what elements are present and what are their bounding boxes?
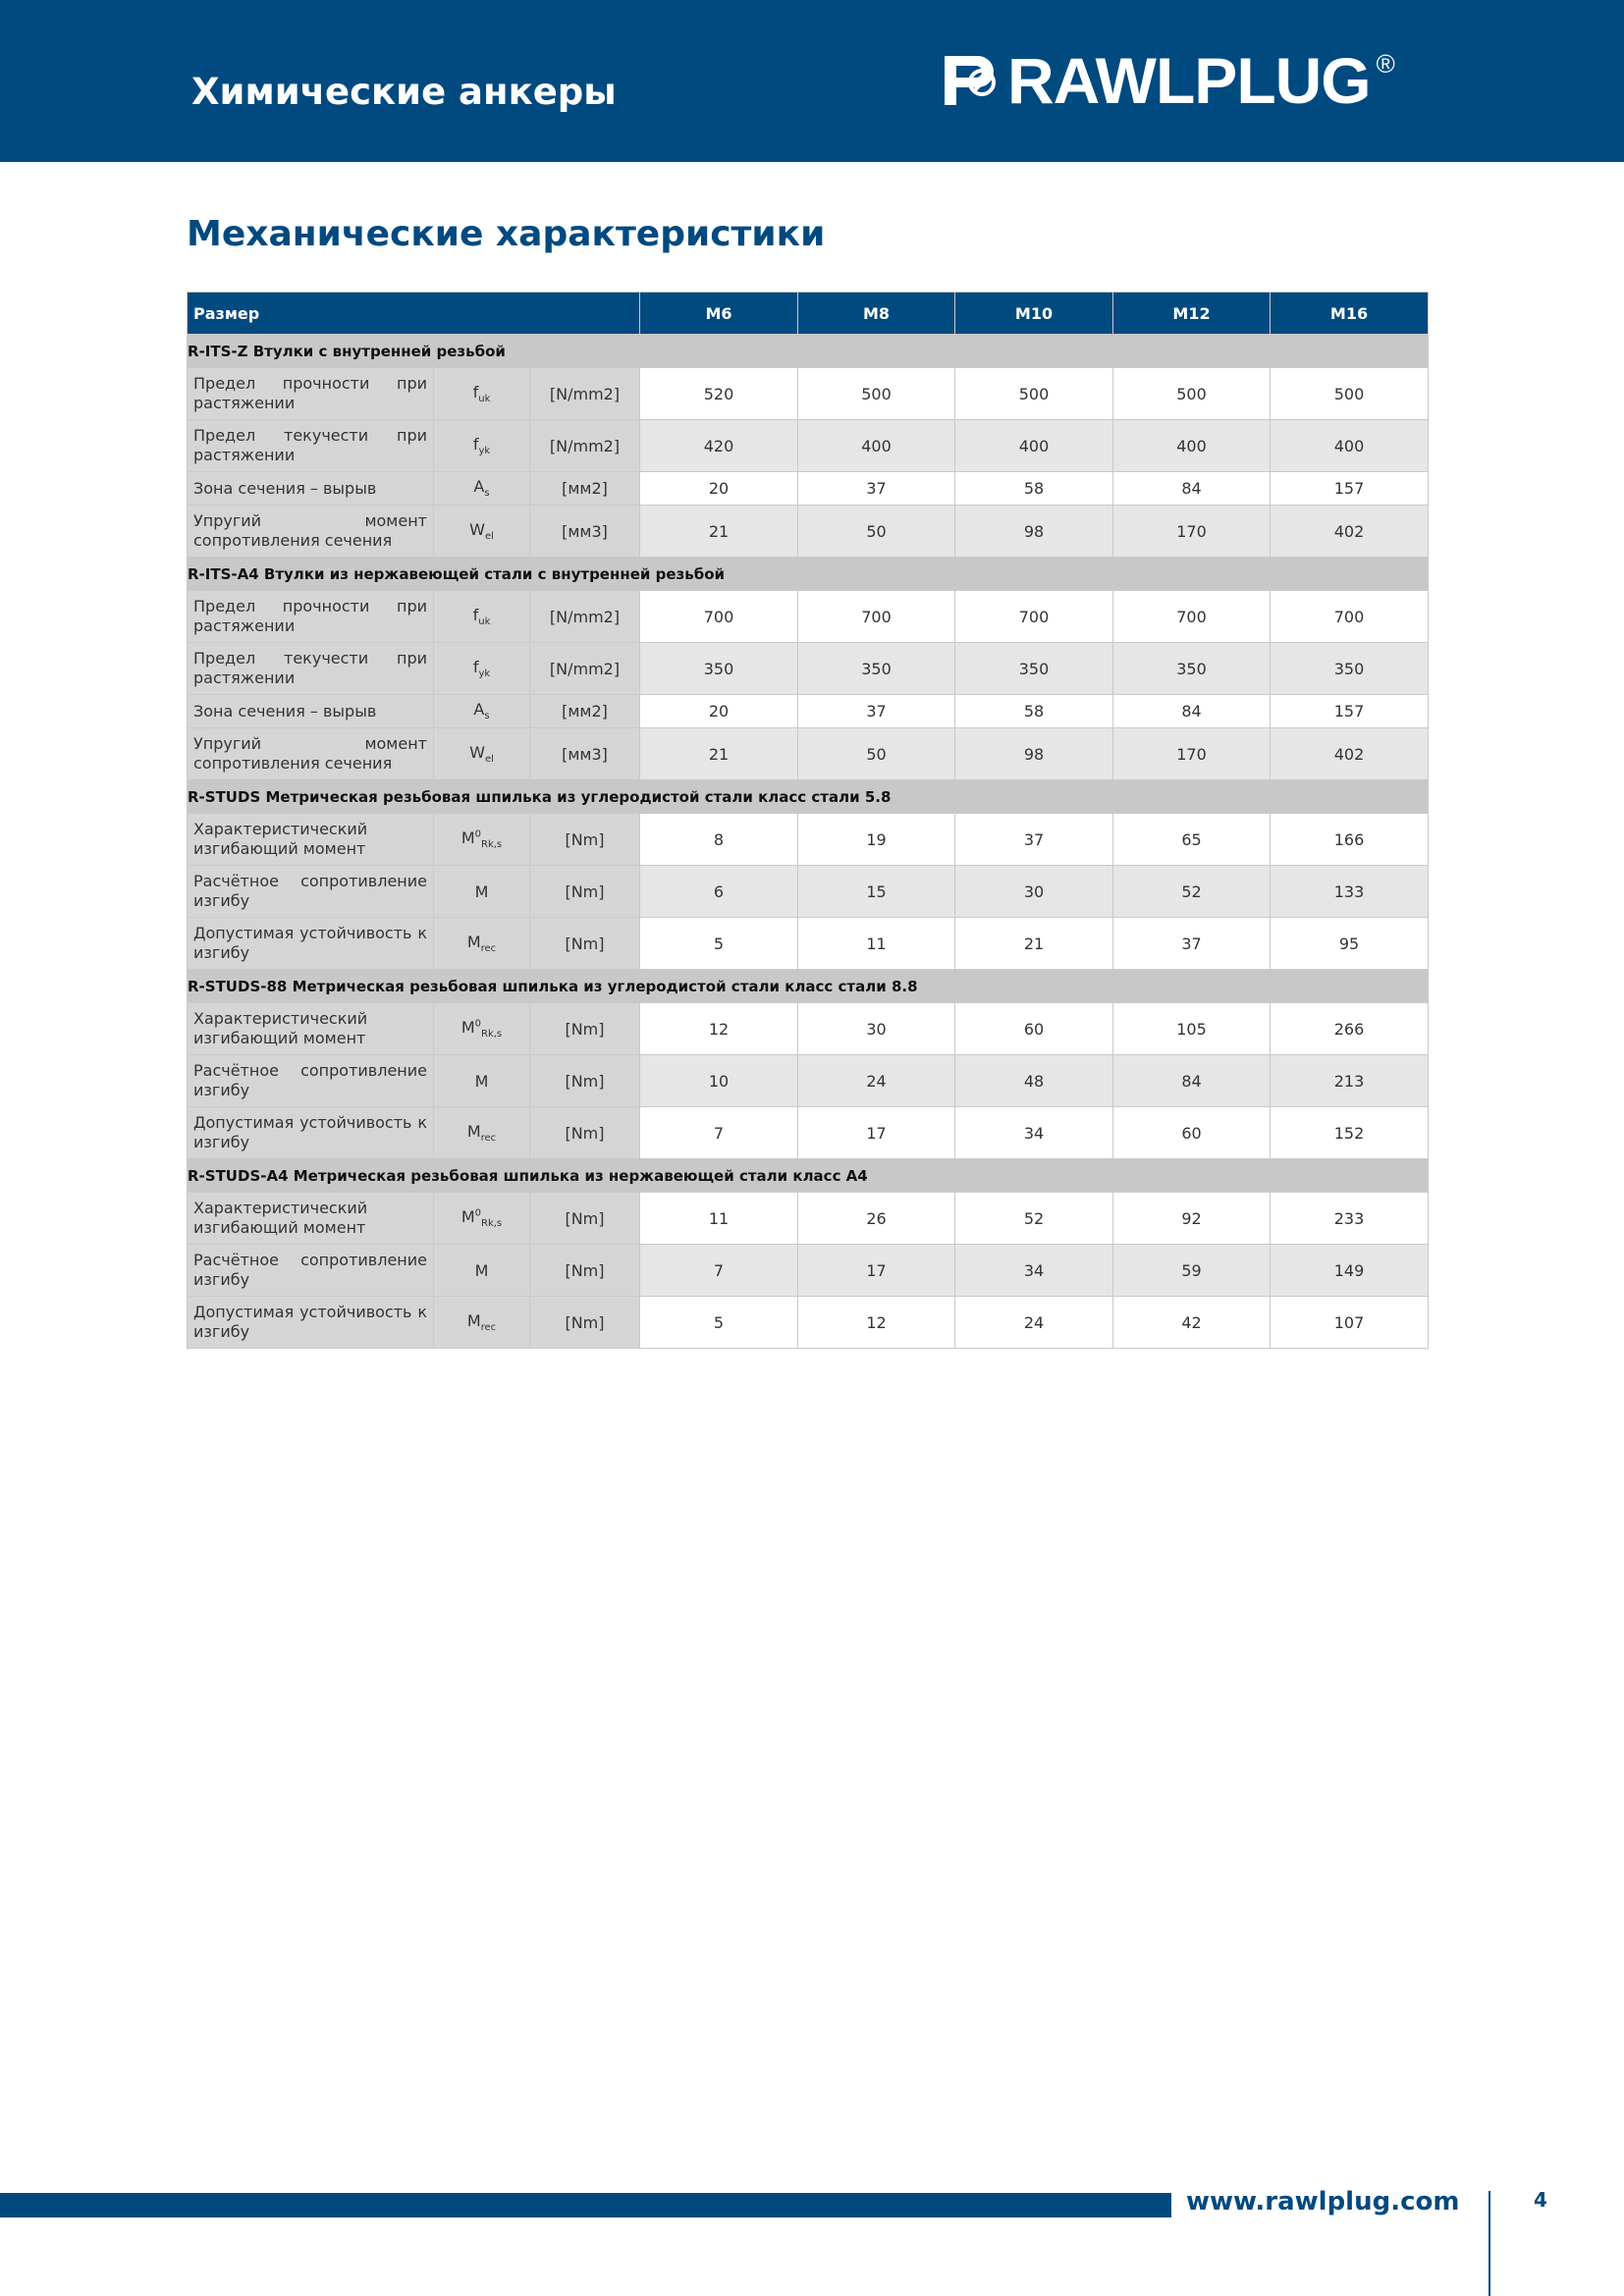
symbol-subscript: yk	[478, 446, 491, 457]
value-cell: 19	[798, 814, 955, 866]
value-cell: 24	[955, 1297, 1113, 1349]
row-label: Предел текучести при растяжении	[188, 420, 434, 472]
rawlplug-logo	[945, 44, 1395, 117]
footer-bar	[0, 2193, 1171, 2217]
value-cell: 12	[798, 1297, 955, 1349]
row-symbol	[434, 1055, 530, 1107]
symbol-subscript: yk	[478, 668, 491, 680]
page-header	[0, 0, 1624, 162]
row-symbol	[434, 368, 530, 420]
row-label: Расчётное сопротивление изгибу	[188, 1245, 434, 1297]
value-cell: 350	[640, 643, 798, 695]
symbol-main: M	[466, 1121, 481, 1141]
table-row	[188, 1297, 1429, 1349]
row-unit: [мм2]	[530, 472, 640, 506]
column-header-m6: M6	[640, 293, 798, 335]
value-cell: 84	[1113, 1055, 1271, 1107]
value-cell: 59	[1113, 1245, 1271, 1297]
row-label: Предел прочности при растяжении	[188, 591, 434, 643]
value-cell: 500	[798, 368, 955, 420]
column-header-m8: M8	[798, 293, 955, 335]
value-cell: 24	[798, 1055, 955, 1107]
symbol-subscript: rec	[480, 1322, 497, 1334]
value-cell: 7	[640, 1107, 798, 1159]
row-unit: [Nm]	[530, 1055, 640, 1107]
value-cell: 42	[1113, 1297, 1271, 1349]
value-cell: 98	[955, 728, 1113, 780]
logo-wordmark: RAWLPLUG	[1007, 44, 1371, 117]
mechanical-properties-table	[187, 292, 1429, 1349]
value-cell: 26	[798, 1193, 955, 1245]
value-cell: 15	[798, 866, 955, 918]
row-label: Зона сечения – вырыв	[188, 472, 434, 506]
value-cell: 700	[640, 591, 798, 643]
value-cell: 20	[640, 472, 798, 506]
symbol-main: A	[473, 700, 485, 720]
value-cell: 98	[955, 506, 1113, 558]
row-unit: [Nm]	[530, 1245, 640, 1297]
table-body	[188, 335, 1429, 1349]
value-cell: 11	[640, 1193, 798, 1245]
footer-divider	[1489, 2191, 1490, 2296]
row-label: Расчётное сопротивление изгибу	[188, 866, 434, 918]
row-unit: [Nm]	[530, 918, 640, 970]
value-cell: 152	[1271, 1107, 1429, 1159]
value-cell: 350	[798, 643, 955, 695]
value-cell: 65	[1113, 814, 1271, 866]
value-cell: 37	[798, 695, 955, 728]
value-cell: 700	[1113, 591, 1271, 643]
page-number: 4	[1534, 2188, 1547, 2212]
value-cell: 17	[798, 1107, 955, 1159]
value-cell: 48	[955, 1055, 1113, 1107]
row-label: Характеристический изгибающий момент	[188, 1193, 434, 1245]
group-title: R-STUDS Метрическая резьбовая шпилька из углеродистой стали класс стали 5.8	[188, 780, 1429, 814]
value-cell: 12	[640, 1003, 798, 1055]
table-row	[188, 368, 1429, 420]
row-symbol	[434, 814, 530, 866]
row-label: Упругий момент сопротивления сечения	[188, 506, 434, 558]
symbol-subscript: rec	[480, 943, 497, 955]
value-cell: 37	[955, 814, 1113, 866]
table-row	[188, 1003, 1429, 1055]
group-title: R-STUDS-A4 Метрическая резьбовая шпилька из нержавеющей стали класс A4	[188, 1159, 1429, 1193]
value-cell: 420	[640, 420, 798, 472]
row-label: Характеристический изгибающий момент	[188, 814, 434, 866]
value-cell: 95	[1271, 918, 1429, 970]
symbol-main: M	[474, 881, 489, 901]
value-cell: 400	[1271, 420, 1429, 472]
table-row	[188, 643, 1429, 695]
symbol-main: M	[474, 1260, 489, 1280]
value-cell: 37	[1113, 918, 1271, 970]
row-unit: [мм3]	[530, 506, 640, 558]
value-cell: 157	[1271, 472, 1429, 506]
value-cell: 350	[955, 643, 1113, 695]
row-unit: [N/mm2]	[530, 368, 640, 420]
value-cell: 266	[1271, 1003, 1429, 1055]
table-row	[188, 472, 1429, 506]
row-unit: [N/mm2]	[530, 591, 640, 643]
value-cell: 500	[1271, 368, 1429, 420]
symbol-subscript: s	[484, 711, 490, 722]
value-cell: 149	[1271, 1245, 1429, 1297]
symbol-superscript: 0	[474, 1207, 482, 1219]
header-title: Химические анкеры	[191, 71, 617, 113]
value-cell: 30	[955, 866, 1113, 918]
value-cell: 7	[640, 1245, 798, 1297]
symbol-main: f	[472, 434, 479, 454]
group-row	[188, 780, 1429, 814]
value-cell: 400	[955, 420, 1113, 472]
value-cell: 700	[798, 591, 955, 643]
symbol-subscript: Rk,s	[481, 839, 503, 851]
value-cell: 50	[798, 506, 955, 558]
row-label: Расчётное сопротивление изгибу	[188, 1055, 434, 1107]
value-cell: 700	[955, 591, 1113, 643]
value-cell: 133	[1271, 866, 1429, 918]
table-row	[188, 506, 1429, 558]
symbol-main: A	[473, 477, 485, 497]
row-symbol	[434, 1297, 530, 1349]
symbol-subscript: uk	[478, 394, 491, 405]
row-symbol	[434, 506, 530, 558]
row-symbol	[434, 695, 530, 728]
row-label: Допустимая устойчивость к изгибу	[188, 1107, 434, 1159]
table-row	[188, 1193, 1429, 1245]
column-header-size: Размер	[188, 293, 640, 335]
value-cell: 107	[1271, 1297, 1429, 1349]
symbol-main: M	[460, 1206, 475, 1226]
group-title: R-ITS-Z Втулки с внутренней резьбой	[188, 335, 1429, 368]
table-row	[188, 1107, 1429, 1159]
table-row	[188, 1245, 1429, 1297]
value-cell: 213	[1271, 1055, 1429, 1107]
value-cell: 58	[955, 695, 1113, 728]
symbol-subscript: Rk,s	[481, 1029, 503, 1041]
value-cell: 52	[955, 1193, 1113, 1245]
symbol-subscript: rec	[480, 1133, 497, 1145]
value-cell: 6	[640, 866, 798, 918]
row-symbol	[434, 643, 530, 695]
table-row	[188, 695, 1429, 728]
registered-mark: ®	[1376, 49, 1395, 79]
table-row	[188, 918, 1429, 970]
value-cell: 5	[640, 1297, 798, 1349]
value-cell: 10	[640, 1055, 798, 1107]
value-cell: 21	[640, 728, 798, 780]
group-row	[188, 335, 1429, 368]
symbol-main: W	[469, 742, 485, 762]
symbol-main: M	[460, 828, 475, 847]
row-symbol	[434, 472, 530, 506]
symbol-subscript: uk	[478, 616, 491, 628]
row-label: Упругий момент сопротивления сечения	[188, 728, 434, 780]
row-label: Предел текучести при растяжении	[188, 643, 434, 695]
symbol-subscript: Rk,s	[481, 1218, 503, 1230]
symbol-main: W	[469, 519, 485, 539]
table-row	[188, 866, 1429, 918]
value-cell: 233	[1271, 1193, 1429, 1245]
value-cell: 34	[955, 1245, 1113, 1297]
row-unit: [Nm]	[530, 1003, 640, 1055]
group-row	[188, 558, 1429, 591]
row-label: Допустимая устойчивость к изгибу	[188, 1297, 434, 1349]
footer-url[interactable]: www.rawlplug.com	[1186, 2187, 1460, 2216]
row-unit: [N/mm2]	[530, 420, 640, 472]
symbol-superscript: 0	[474, 1018, 482, 1030]
section-title: Механические характеристики	[187, 214, 826, 254]
value-cell: 400	[798, 420, 955, 472]
column-header-m12: M12	[1113, 293, 1271, 335]
symbol-main: f	[472, 382, 479, 401]
group-row	[188, 1159, 1429, 1193]
group-title: R-ITS-A4 Втулки из нержавеющей стали с внутренней резьбой	[188, 558, 1429, 591]
column-header-m16: M16	[1271, 293, 1429, 335]
symbol-subscript: el	[484, 531, 494, 543]
group-title: R-STUDS-88 Метрическая резьбовая шпилька из углеродистой стали класс стали 8.8	[188, 970, 1429, 1003]
rawlplug-logo-icon	[945, 56, 1003, 105]
value-cell: 52	[1113, 866, 1271, 918]
symbol-main: M	[466, 1310, 481, 1330]
value-cell: 21	[955, 918, 1113, 970]
row-unit: [Nm]	[530, 1107, 640, 1159]
table-row	[188, 814, 1429, 866]
row-label: Характеристический изгибающий момент	[188, 1003, 434, 1055]
value-cell: 21	[640, 506, 798, 558]
symbol-superscript: 0	[474, 828, 482, 840]
value-cell: 34	[955, 1107, 1113, 1159]
value-cell: 166	[1271, 814, 1429, 866]
value-cell: 157	[1271, 695, 1429, 728]
value-cell: 400	[1113, 420, 1271, 472]
value-cell: 170	[1113, 506, 1271, 558]
row-symbol	[434, 1245, 530, 1297]
symbol-main: M	[460, 1017, 475, 1037]
row-unit: [N/mm2]	[530, 643, 640, 695]
group-row	[188, 970, 1429, 1003]
value-cell: 402	[1271, 506, 1429, 558]
row-symbol	[434, 728, 530, 780]
row-label: Предел прочности при растяжении	[188, 368, 434, 420]
row-unit: [Nm]	[530, 1297, 640, 1349]
symbol-main: f	[472, 605, 479, 624]
row-symbol	[434, 420, 530, 472]
symbol-main: f	[472, 657, 479, 676]
row-symbol	[434, 1003, 530, 1055]
value-cell: 402	[1271, 728, 1429, 780]
value-cell: 17	[798, 1245, 955, 1297]
value-cell: 350	[1113, 643, 1271, 695]
value-cell: 37	[798, 472, 955, 506]
row-unit: [Nm]	[530, 814, 640, 866]
row-symbol	[434, 1193, 530, 1245]
row-label: Зона сечения – вырыв	[188, 695, 434, 728]
value-cell: 11	[798, 918, 955, 970]
symbol-subscript: el	[484, 754, 494, 766]
value-cell: 170	[1113, 728, 1271, 780]
row-symbol	[434, 918, 530, 970]
value-cell: 500	[1113, 368, 1271, 420]
value-cell: 50	[798, 728, 955, 780]
row-unit: [мм2]	[530, 695, 640, 728]
value-cell: 84	[1113, 695, 1271, 728]
table-row	[188, 728, 1429, 780]
value-cell: 84	[1113, 472, 1271, 506]
value-cell: 350	[1271, 643, 1429, 695]
column-header-m10: M10	[955, 293, 1113, 335]
row-label: Допустимая устойчивость к изгибу	[188, 918, 434, 970]
value-cell: 92	[1113, 1193, 1271, 1245]
row-unit: [мм3]	[530, 728, 640, 780]
value-cell: 60	[1113, 1107, 1271, 1159]
value-cell: 60	[955, 1003, 1113, 1055]
value-cell: 20	[640, 695, 798, 728]
table-header-row	[188, 293, 1429, 335]
value-cell: 5	[640, 918, 798, 970]
value-cell: 8	[640, 814, 798, 866]
row-symbol	[434, 591, 530, 643]
row-unit: [Nm]	[530, 866, 640, 918]
symbol-main: M	[474, 1071, 489, 1091]
table-row	[188, 591, 1429, 643]
symbol-main: M	[466, 932, 481, 951]
value-cell: 58	[955, 472, 1113, 506]
symbol-subscript: s	[484, 488, 490, 500]
value-cell: 30	[798, 1003, 955, 1055]
row-symbol	[434, 866, 530, 918]
value-cell: 105	[1113, 1003, 1271, 1055]
row-symbol	[434, 1107, 530, 1159]
table-row	[188, 420, 1429, 472]
value-cell: 700	[1271, 591, 1429, 643]
table-row	[188, 1055, 1429, 1107]
row-unit: [Nm]	[530, 1193, 640, 1245]
value-cell: 500	[955, 368, 1113, 420]
value-cell: 520	[640, 368, 798, 420]
